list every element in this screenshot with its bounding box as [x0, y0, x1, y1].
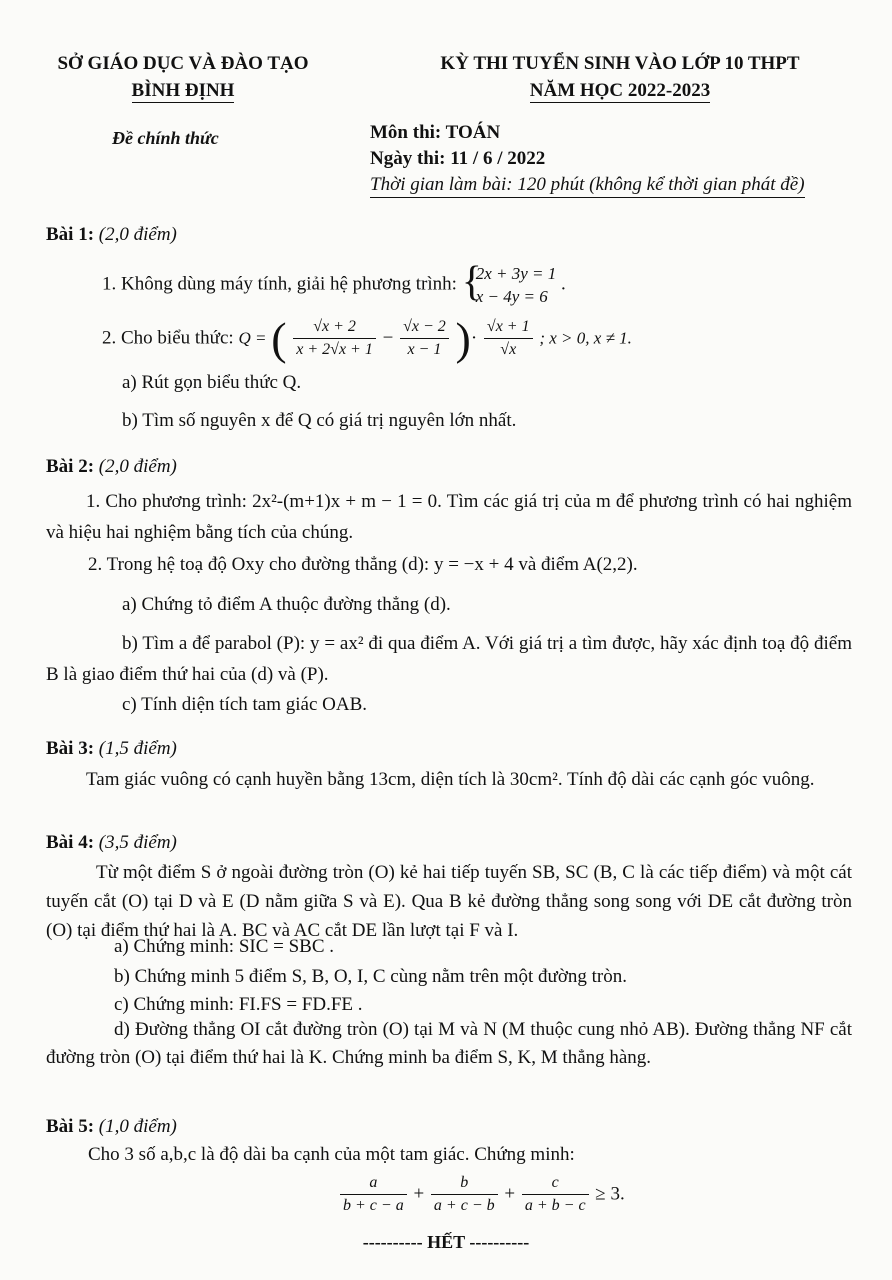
bai2-heading	[46, 456, 177, 478]
bai5-title: Bài 5:	[46, 1116, 95, 1137]
bai1-q1-text: 1. Không dùng máy tính, giải hệ phương trình:	[102, 273, 457, 295]
equation-system	[462, 262, 557, 308]
end-marker: ---------- HẾT ----------	[362, 1232, 530, 1252]
bai1-points: (2,0 điểm)	[98, 224, 177, 245]
bai1-q2: 2. Cho biểu thức: Q = ( $\frac{√x + 2}{x + 2√x + 1}$ − $\frac{√x - 2}{x - 1}$ )· $\frac{√x + 1}{√x}$ ; x > 0, x ≠ 1.	[102, 313, 632, 364]
bai1-qa: a) Rút gọn biểu thức Q.	[122, 372, 302, 393]
bai1-qb: b) Tìm số nguyên x để Q có giá trị nguyên lớn nhất.	[122, 410, 517, 431]
bai2-points: (2,0 điểm)	[98, 456, 177, 477]
fraction-3: $\frac{√x + 1}{√x}$	[484, 316, 533, 361]
bai1-q2-condition: ; x > 0, x ≠ 1.	[539, 328, 632, 348]
bai4-heading	[46, 832, 177, 854]
equation-1: { 2x + 3y = 1	[475, 264, 557, 283]
bai2-q1: 1. Cho phương trình: 2x²-(m+1)x + m − 1 = 0. Tìm các giá trị của m để phương trình có hai nghiệm và hiệu hai nghiệm bằng tích của chúng.	[46, 491, 852, 543]
inequality: $\frac{a}{b + c - a}$ + $\frac{b}{a + c - b}$ + $\frac{c}{a + b - c}$ ≥ 3.	[338, 1172, 625, 1217]
bai4-points: (3,5 điểm)	[98, 832, 177, 853]
bai3-points: (1,5 điểm)	[98, 738, 177, 759]
bai2-q2: 2. Trong hệ toạ độ Oxy cho đường thẳng (d): y = −x + 4 và điểm A(2,2).	[88, 554, 638, 575]
exam-subject: Môn thi: TOÁN	[370, 122, 501, 143]
ineq-fraction-b: $\frac{b}{a + c - b}$	[431, 1172, 498, 1217]
bai5-text: Cho 3 số a,b,c là độ dài ba cạnh của một tam giác. Chứng minh:	[88, 1144, 575, 1165]
bai4-title: Bài 4:	[46, 832, 95, 853]
exam-title: KỲ THI TUYỂN SINH VÀO LỚP 10 THPT	[440, 53, 800, 74]
bai1-q1: 1. Không dùng máy tính, giải hệ phương trình: { 2x + 3y = 1 x − 4y = 6 .	[102, 262, 566, 308]
ineq-fraction-c: $\frac{c}{a + b - c}$	[522, 1172, 589, 1217]
school-year: NĂM HỌC 2022-2023	[529, 80, 711, 101]
fraction-1: $\frac{√x + 2}{x + 2√x + 1}$	[293, 316, 376, 361]
bai4-qd: d) Đường thẳng OI cắt đường tròn (O) tại M và N (M thuộc cung nhỏ AB). Đường thẳng NF cắt đường tròn (O) tại điểm thứ hai là K. Chứng minh ba điểm S, K, M thẳng hàng.	[46, 1019, 852, 1068]
bai2-title: Bài 2:	[46, 456, 95, 477]
equation-2: x − 4y = 6	[475, 287, 548, 306]
bai4-qa: a) Chứng minh: SIC = SBC .	[114, 936, 335, 957]
bai4-qb: b) Chứng minh 5 điểm S, B, O, I, C cùng nằm trên một đường tròn.	[114, 966, 627, 987]
bai5-points: (1,0 điểm)	[98, 1116, 177, 1137]
department-name: SỞ GIÁO DỤC VÀ ĐÀO TẠO	[57, 53, 309, 74]
bai3-heading	[46, 738, 177, 760]
department-header	[48, 50, 318, 104]
bai3-text: Tam giác vuông có cạnh huyền bằng 13cm, diện tích là 30cm². Tính độ dài các cạnh góc vuông.	[86, 769, 815, 790]
official-label: Đề chính thức	[112, 128, 219, 148]
province-name: BÌNH ĐỊNH	[131, 80, 235, 101]
bai1-q2-prefix: 2. Cho biểu thức:	[102, 327, 234, 349]
bai5-heading	[46, 1116, 177, 1138]
bai2-qc: c) Tính diện tích tam giác OAB.	[122, 694, 368, 715]
bai4-text: Từ một điểm S ở ngoài đường tròn (O) kẻ hai tiếp tuyến SB, SC (B, C là các tiếp điểm) và một cát tuyến cắt (O) tại D và E (D nằm giữa S và E). Qua B kẻ đường thẳng song song với DE cắt đường tròn (O) tại điểm thứ hai là A. BC và AC cắt DE lần lượt tại F và I.	[46, 862, 852, 941]
fraction-2: $\frac{√x - 2}{x - 1}$	[400, 316, 449, 361]
exam-info	[370, 120, 805, 198]
bai1-heading	[46, 224, 177, 246]
ineq-fraction-a: $\frac{a}{b + c - a}$	[340, 1172, 407, 1217]
ineq-tail: ≥ 3.	[595, 1183, 625, 1205]
bai4-qc: c) Chứng minh: FI.FS = FD.FE .	[114, 994, 363, 1015]
exam-header	[380, 50, 860, 104]
bai3-title: Bài 3:	[46, 738, 95, 759]
exam-date: Ngày thi: 11 / 6 / 2022	[370, 148, 546, 169]
bai1-title: Bài 1:	[46, 224, 95, 245]
bai2-qa: a) Chứng tỏ điểm A thuộc đường thẳng (d).	[122, 594, 451, 615]
bai2-qb: b) Tìm a để parabol (P): y = ax² đi qua điểm A. Với giá trị a tìm được, hãy xác định toạ độ điểm B là giao điểm thứ hai của (d) và (P).	[46, 633, 852, 685]
exam-duration: Thời gian làm bài: 120 phút (không kể thời gian phát đề)	[370, 174, 805, 198]
q-expression: Q =	[238, 328, 267, 348]
